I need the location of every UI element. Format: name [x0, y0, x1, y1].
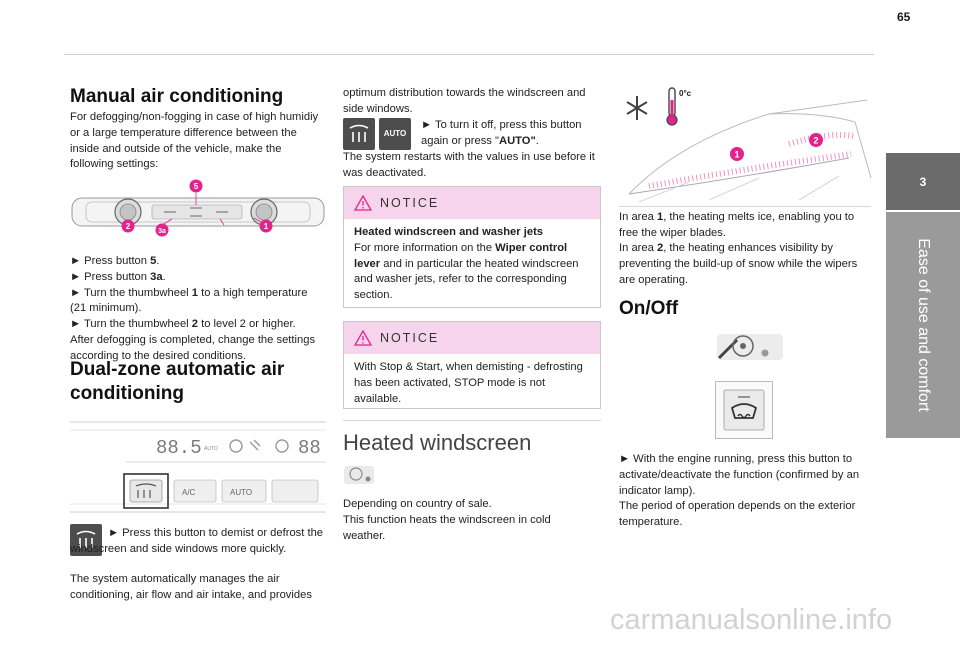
fan-icon	[276, 440, 288, 452]
auto-icon	[379, 118, 411, 150]
panel-display-auto: AUTO	[204, 446, 218, 452]
area-1-text: In area 1, the heating melts ice, enabling you to free the wiper blades.	[619, 211, 855, 239]
panel-display-readout: 88.5	[156, 437, 202, 459]
heated-function-text: This function heats the windscreen in cold weather.	[343, 514, 551, 542]
panel-display-right: 88	[298, 437, 321, 459]
notice-heated-windscreen	[343, 186, 601, 308]
chapter-tab	[886, 212, 960, 438]
manual-ac-intro: For defogging/non-fogging in case of high humidiy or a large temperature difference between the inside and outside of the vehicle, make the following settings:	[70, 111, 319, 171]
manual-ac-steps	[70, 254, 326, 365]
panel-auto-button: AUTO	[230, 488, 253, 497]
dual-zone-manage-text: The system automatically manages the air conditioning, air flow and air intake, and provides	[70, 573, 312, 601]
recirculation-icon	[230, 440, 242, 452]
snowflake-icon	[627, 96, 647, 120]
auto-icon-label: AUTO	[383, 129, 407, 138]
step-thumbwheel-1: ► Turn the thumbwheel 1 to a high temperature (21 minimum).	[70, 286, 308, 315]
callout-label-1: 1	[263, 222, 269, 231]
chapter-number: 3	[919, 175, 927, 189]
defrost-icon-small	[343, 118, 375, 150]
warning-icon	[354, 330, 372, 346]
heated-windscreen-diagram	[619, 82, 875, 206]
airflow-icon	[250, 440, 260, 450]
manual-ac-diagram-callouts	[70, 178, 326, 240]
chapter-tab-number	[886, 153, 960, 210]
notice-stop-start	[343, 321, 601, 409]
distribution-continued: optimum distribution towards the windscreen and side windows.	[343, 87, 586, 115]
header-rule	[64, 54, 874, 55]
step-press-3a: ► Press button 3a.	[70, 270, 166, 283]
steering-wheel-diagram	[715, 330, 785, 364]
step-thumbwheel-2: ► Turn the thumbwheel 2 to level 2 or higher.	[70, 318, 296, 331]
chapter-label: Ease of use and comfort	[915, 238, 932, 412]
heated-country-text: Depending on country of sale.	[343, 498, 492, 510]
step-press-5: ► Press button 5.	[70, 255, 160, 267]
dual-zone-instruction: ► Press this button to demist or defrost the windscreen and side windows more quickly.	[70, 527, 324, 555]
dual-zone-title-line1: Dual-zone automatic air	[70, 359, 285, 380]
page-number: 65	[897, 10, 911, 24]
thermometer-icon	[667, 88, 677, 125]
area-1-label: 1	[734, 149, 740, 160]
diagram-rule	[619, 206, 871, 207]
notice-body-text: With Stop & Start, when demisting - defrosting has been activated, STOP mode is not available.	[354, 361, 583, 405]
notice-body-text: For more information on the Wiper control lever and in particular the heated windscreen and washer jets, refer to the corresponding section.	[354, 241, 579, 302]
dual-zone-title-line2: conditioning	[70, 383, 184, 404]
onoff-period: The period of operation depends on the exterior temperature.	[619, 500, 856, 528]
notice-heading: NOTICE	[380, 196, 440, 210]
callout-label-2: 2	[125, 222, 131, 231]
footer-watermark: carmanualsonline.info	[610, 604, 893, 636]
manual-ac-title: Manual air conditioning	[70, 86, 284, 107]
after-defogging-text: After defogging is completed, change the settings according to the desired conditions.	[70, 333, 316, 362]
turn-off-instruction: ► To turn it off, press this button again or press "AUTO".	[421, 119, 582, 147]
warning-icon	[354, 195, 372, 211]
area-2-label: 2	[813, 135, 819, 146]
area-2-text: In area 2, the heating enhances visibility by preventing the build-up of snow while the wipers are operating.	[619, 242, 858, 286]
steering-wheel-icon	[343, 464, 375, 486]
notice-bold-title: Heated windscreen and washer jets	[354, 226, 544, 238]
onoff-instruction: ► With the engine running, press this button to activate/deactivate the function (confirmed by an indicator lamp).	[619, 453, 860, 497]
notice-heading: NOTICE	[380, 331, 440, 345]
windscreen-switch-frame	[715, 381, 773, 439]
callout-label-3a: 3a	[158, 228, 166, 235]
restarts-text: The system restarts with the values in use before it was deactivated.	[343, 151, 595, 179]
onoff-title: On/Off	[619, 298, 679, 319]
callout-label-5: 5	[193, 182, 199, 191]
heated-windscreen-title: Heated windscreen	[343, 430, 532, 455]
section-rule	[343, 420, 601, 421]
dual-zone-panel-diagram	[70, 420, 326, 514]
panel-ac-button: A/C	[182, 488, 196, 497]
temperature-label: 0°c	[679, 89, 692, 98]
